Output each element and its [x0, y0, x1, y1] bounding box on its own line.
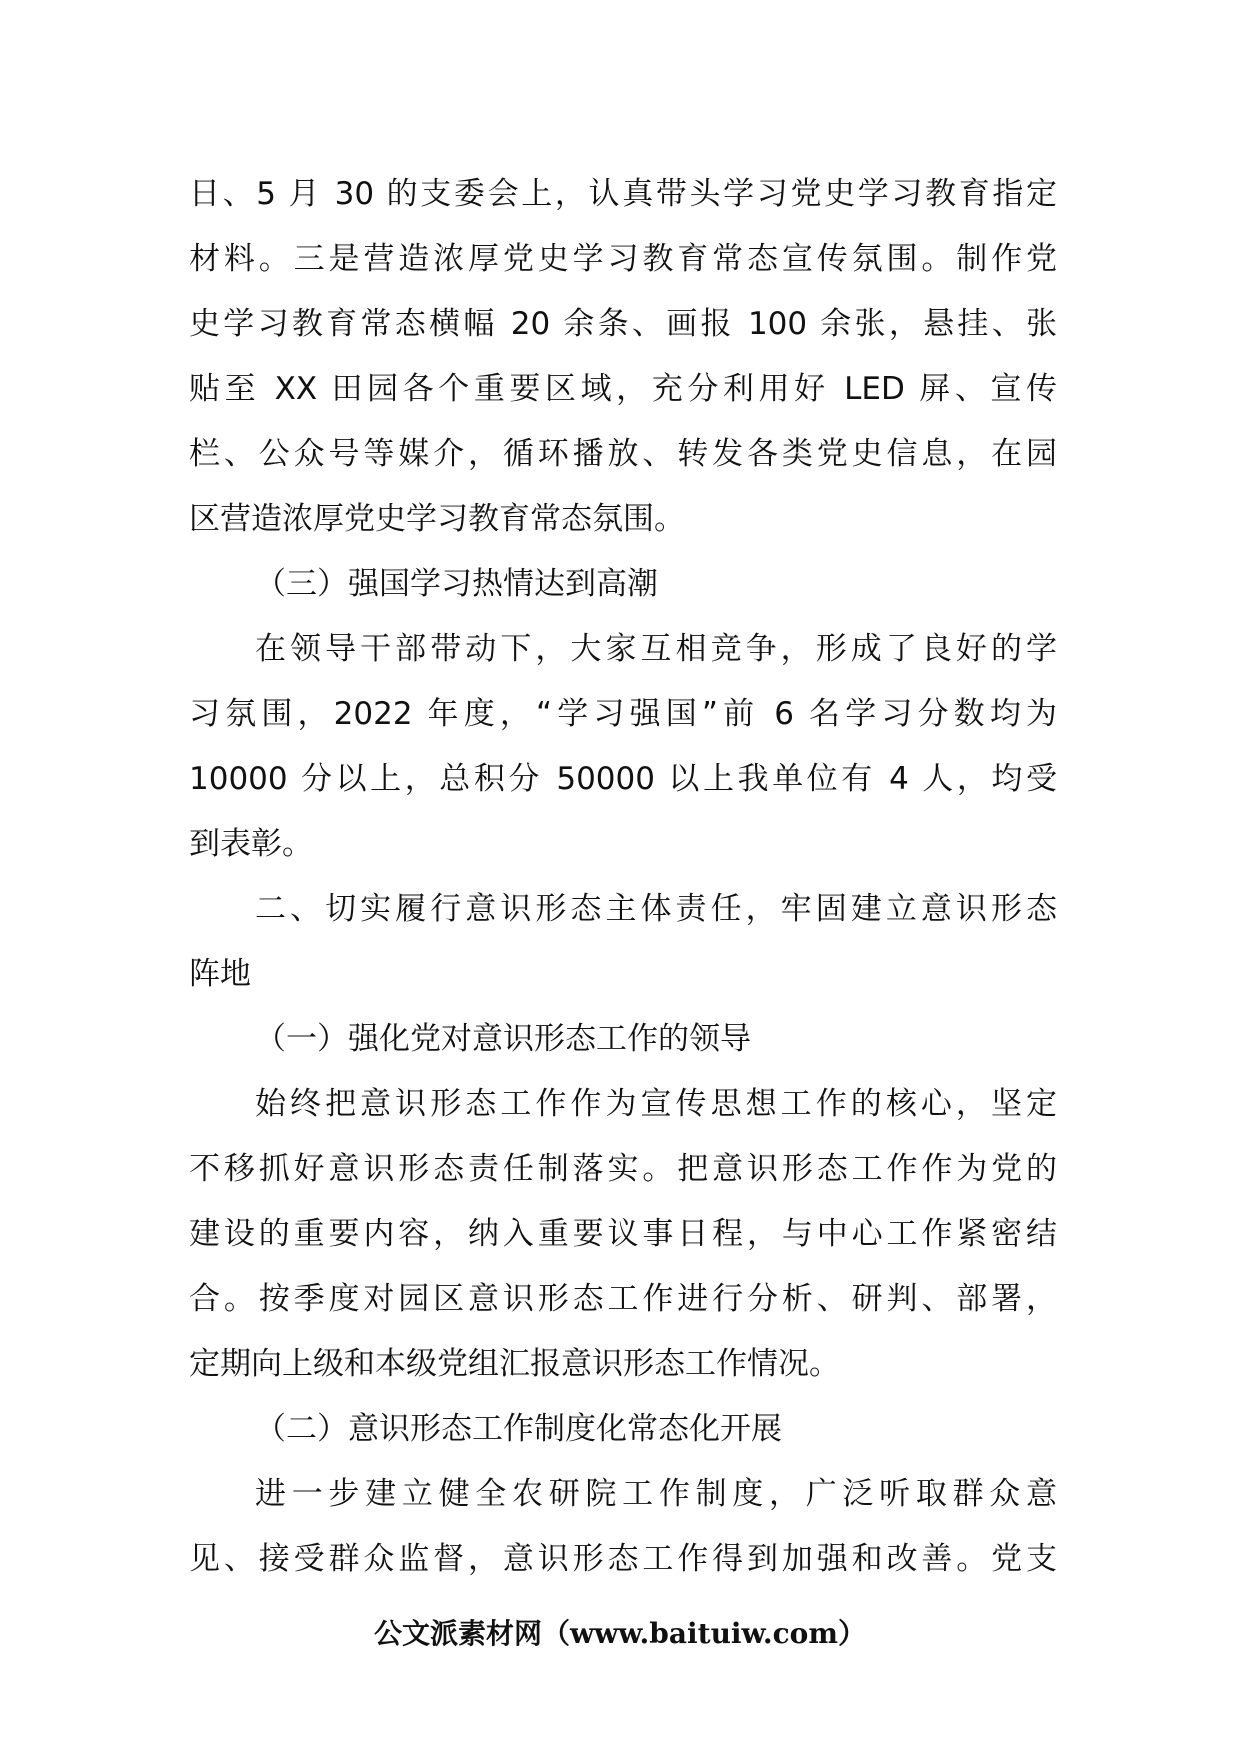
- document-body: [189, 162, 1057, 1592]
- text-line: 习氛围，2022 年度，“学习强国”前 6 名学习分数均为: [189, 696, 1057, 732]
- text-line: 区营造浓厚党史学习教育常态氛围。: [189, 501, 685, 537]
- footer-watermark: 公文派素材网（www.baituiw.com）: [374, 1617, 866, 1650]
- text-line: 日、5 月 30 的支委会上，认真带头学习党史学习教育指定: [189, 176, 1057, 212]
- text-line: 定期向上级和本级党组汇报意识形态工作情况。: [189, 1346, 840, 1382]
- chapter-heading-continued: 阵地: [189, 956, 251, 992]
- text-line: 10000 分以上，总积分 50000 以上我单位有 4 人，均受: [189, 761, 1057, 797]
- text-line: 材料。三是营造浓厚党史学习教育常态宣传氛围。制作党: [189, 241, 1057, 277]
- text-line: 见、接受群众监督，意识形态工作得到加强和改善。党支: [189, 1541, 1057, 1577]
- text-line: 史学习教育常态横幅 20 余条、画报 100 余张，悬挂、张: [189, 306, 1057, 342]
- text-line: 建设的重要内容，纳入重要议事日程，与中心工作紧密结: [189, 1216, 1057, 1252]
- text-line: 贴至 XX 田园各个重要区域，充分利用好 LED 屏、宣传: [189, 371, 1057, 407]
- text-line: 到表彰。: [189, 826, 313, 862]
- text-line: 栏、公众号等媒介，循环播放、转发各类党史信息，在园: [189, 436, 1057, 472]
- text-line: 始终把意识形态工作作为宣传思想工作的核心，坚定: [255, 1086, 1057, 1122]
- section-heading: （一）强化党对意识形态工作的领导: [255, 1021, 751, 1057]
- chapter-heading: 二、切实履行意识形态主体责任，牢固建立意识形态: [255, 891, 1057, 927]
- section-heading: （二）意识形态工作制度化常态化开展: [255, 1411, 782, 1447]
- section-heading: （三）强国学习热情达到高潮: [255, 566, 658, 602]
- text-line: 不移抓好意识形态责任制落实。把意识形态工作作为党的: [189, 1151, 1057, 1187]
- text-line: 在领导干部带动下，大家互相竞争，形成了良好的学: [255, 631, 1057, 667]
- text-line: 进一步建立健全农研院工作制度，广泛听取群众意: [255, 1476, 1057, 1512]
- text-line: 合。按季度对园区意识形态工作进行分析、研判、部署，: [189, 1281, 1057, 1317]
